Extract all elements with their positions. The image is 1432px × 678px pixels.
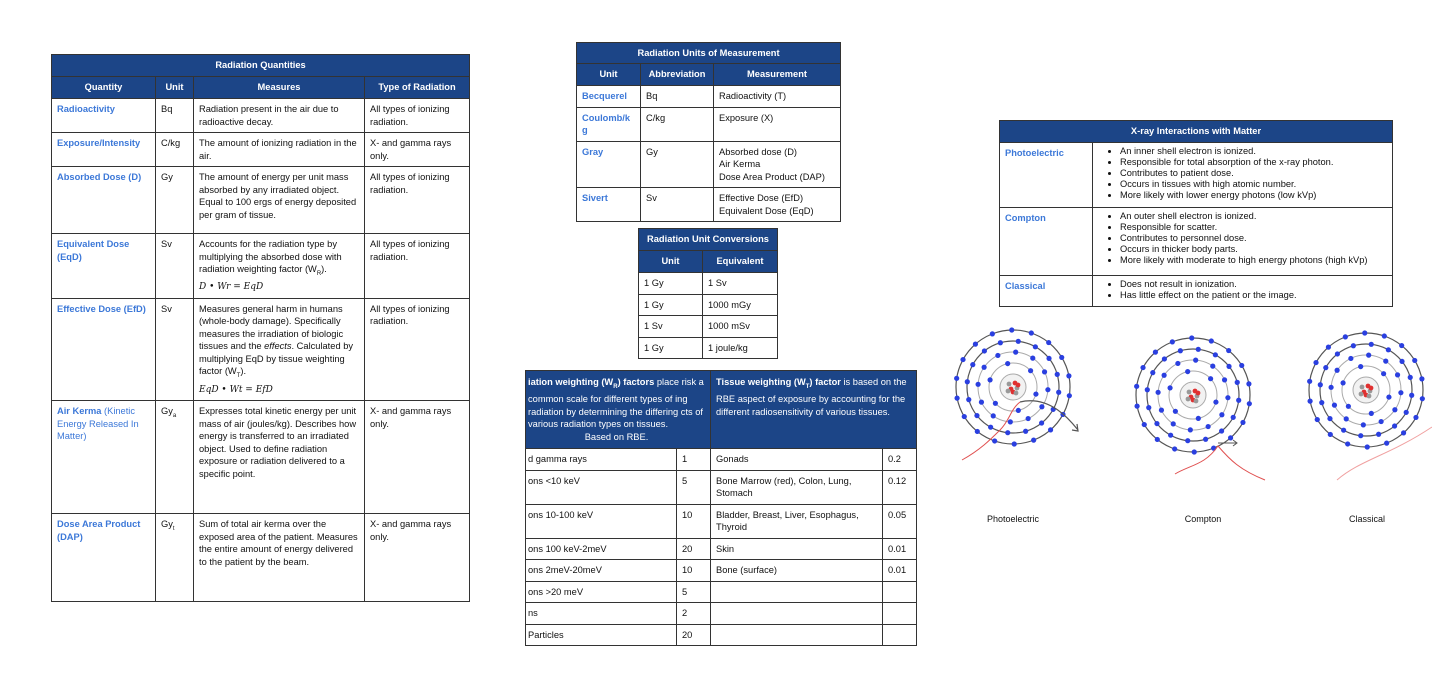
bullet-item: • More likely with lower energy photons (low kVp) (1120, 190, 1387, 201)
electron (1392, 407, 1397, 412)
wt-value-cell: 0.01 (883, 538, 917, 560)
col-header: Measures (194, 77, 365, 99)
formula: D • Wr = EqD (199, 282, 264, 293)
measures-cell: Measures general harm in humans (whole-body damage). Specifically measures the irradiation of biologic tissues and the effects. Calculated by multiplying EqD by tissue weighting factor $(W_T)$. EqD • Wt = EfD (194, 298, 365, 400)
radiation-type-cell: ons <10 keV (526, 470, 677, 504)
col-header: Equivalent (703, 251, 778, 273)
electron (1351, 343, 1356, 348)
compton-label: Compton (1184, 514, 1222, 524)
electron (1170, 339, 1175, 344)
radiation-type-cell: X- and gamma rays only. (365, 133, 470, 167)
electron (1323, 365, 1328, 370)
electron (1039, 404, 1044, 409)
electron (1048, 427, 1053, 432)
electron (1013, 350, 1018, 355)
unit-name: Becquerel (577, 86, 641, 108)
tissue-cell: Bone Marrow (red), Colon, Lung, Stomach (711, 470, 883, 504)
electron (979, 400, 984, 405)
electron (1379, 419, 1384, 424)
electron (1026, 416, 1031, 421)
wt-value-cell: 0.01 (883, 560, 917, 582)
interaction-name: Compton (1000, 208, 1093, 276)
tissue-cell: Bladder, Breast, Liver, Esophagus, Thyroid (711, 504, 883, 538)
electron (1210, 364, 1215, 369)
electron (1335, 351, 1340, 356)
electron (1240, 420, 1245, 425)
electron (1318, 382, 1323, 387)
electron (1156, 390, 1161, 395)
electron (1226, 348, 1231, 353)
electron (988, 425, 993, 430)
wr-value-cell: 1 (677, 449, 711, 471)
nucleon (1369, 386, 1374, 391)
electron (1213, 352, 1218, 357)
electron (1192, 449, 1197, 454)
atom-diagram (1307, 330, 1425, 449)
radiation-type-cell: All types of ionizing radiation. (365, 99, 470, 133)
electron (1030, 356, 1035, 361)
electron (1335, 368, 1340, 373)
nucleon (1187, 390, 1192, 395)
unit-cell: Sv (156, 234, 194, 299)
electron (1392, 423, 1397, 428)
tissue-cell: Skin (711, 538, 883, 560)
photoelectric-label: Photoelectric (986, 514, 1040, 524)
electron (965, 379, 970, 384)
electron (1016, 408, 1021, 413)
nucleon (1359, 392, 1364, 397)
radiation-type-cell: X- and gamma rays only. (365, 401, 470, 514)
electron (1399, 343, 1404, 348)
electron (1031, 438, 1036, 443)
electron (998, 340, 1003, 345)
electron (1369, 411, 1374, 416)
electron (1142, 422, 1147, 427)
electron (974, 413, 979, 418)
electron (970, 362, 975, 367)
wr-value-cell: 10 (677, 504, 711, 538)
electron (1150, 370, 1155, 375)
measurement-cell: Exposure (X) (714, 107, 841, 141)
electron (1236, 398, 1241, 403)
electron (1029, 330, 1034, 335)
electron (960, 357, 965, 362)
nucleon (1194, 399, 1199, 404)
electron (1398, 390, 1403, 395)
electron (1341, 428, 1346, 433)
radiation-type-cell: ons 2meV-20meV (526, 560, 677, 582)
unit-cell: 1 Gy (639, 294, 703, 316)
wr-value-cell: 5 (677, 581, 711, 603)
measurement-cell: Effective Dose (EfD) Equivalent Dose (EqD) (714, 188, 841, 222)
table-title: Radiation Quantities (52, 55, 470, 77)
electron (1420, 396, 1425, 401)
electron (1140, 365, 1145, 370)
electron (1208, 376, 1213, 381)
electron (1358, 364, 1363, 369)
electron (1023, 429, 1028, 434)
electron (1008, 419, 1013, 424)
unit-cell: Gy (156, 167, 194, 234)
radiation-type-cell: ns (526, 603, 677, 625)
electron (990, 331, 995, 336)
electron (1225, 395, 1230, 400)
bullet-item: • An inner shell electron is ionized. (1120, 146, 1387, 157)
bullet-item: • More likely with moderate to high energy photons (high kVp) (1120, 255, 1387, 266)
electron (1167, 385, 1172, 390)
classical-label: Classical (1348, 514, 1385, 524)
nucleon (1367, 394, 1372, 399)
quantity-name: Exposure/Intensity (52, 133, 156, 167)
electron (1319, 400, 1324, 405)
electron (1005, 430, 1010, 435)
photon-path (1337, 427, 1432, 480)
electron (1404, 410, 1409, 415)
electron (1039, 420, 1044, 425)
bullet-item: • Contributes to personnel dose. (1120, 233, 1387, 244)
electron (1329, 385, 1334, 390)
electron (1307, 379, 1312, 384)
radiation-type-cell: X- and gamma rays only. (365, 514, 470, 602)
unit-cell: Bq (156, 99, 194, 133)
electron (954, 376, 959, 381)
abbreviation-cell: Bq (641, 86, 714, 108)
electron (1045, 387, 1050, 392)
wr-value-cell: 20 (677, 538, 711, 560)
measurement-cell: Absorbed dose (D) Air Kerma Dose Area Product (DAP) (714, 141, 841, 188)
electron (1168, 433, 1173, 438)
quantity-name: Equivalent Dose (EqD) (52, 234, 156, 299)
measures-cell: Expresses total kinetic energy per unit mass of air (joules/kg). Describes how energy is transferred to an irradiated object. Used to define radiation exposure or radiation delivered to a specific point. (194, 401, 365, 514)
measures-cell: The amount of ionizing radiation in the air. (194, 133, 365, 167)
electron (991, 413, 996, 418)
nucleon (1007, 382, 1012, 387)
electron (1228, 435, 1233, 440)
table-title: X-ray Interactions with Matter (1000, 121, 1393, 143)
radiation-type-cell: ons >20 meV (526, 581, 677, 603)
electron (1412, 358, 1417, 363)
electron (1399, 359, 1404, 364)
abbreviation-cell: C/kg (641, 107, 714, 141)
nucleon (1360, 385, 1365, 390)
unit-name: Coulomb/kg (577, 107, 641, 141)
electron (962, 414, 967, 419)
electron (975, 429, 980, 434)
electron (1146, 405, 1151, 410)
quantity-name: Absorbed Dose (D) (52, 167, 156, 234)
electron (1033, 344, 1038, 349)
electron (1153, 350, 1158, 355)
interaction-name: Photoelectric (1000, 143, 1093, 208)
table-title: Radiation Units of Measurement (577, 43, 841, 64)
unit-cell: 1 Gy (639, 337, 703, 359)
electron (1344, 416, 1349, 421)
electron (1042, 369, 1047, 374)
measures-cell: Radiation present in the air due to radioactive decay. (194, 99, 365, 133)
electron (1362, 330, 1367, 335)
unit-name: Gray (577, 141, 641, 188)
wt-value-cell: 0.05 (883, 504, 917, 538)
electron (1381, 371, 1386, 376)
photon-path (1175, 446, 1265, 480)
electron (1361, 422, 1366, 427)
unit-cell: Sv (156, 298, 194, 400)
electron (1159, 408, 1164, 413)
bullet-item: • Does not result in ionization. (1120, 279, 1387, 290)
nucleon (1014, 391, 1019, 396)
abbreviation-cell: Gy (641, 141, 714, 188)
electron (1386, 347, 1391, 352)
electron (1247, 401, 1252, 406)
electron (1326, 345, 1331, 350)
electron-shell (1180, 382, 1206, 408)
electron (1239, 363, 1244, 368)
nucleon (1186, 397, 1191, 402)
electron (1203, 437, 1208, 442)
measures-cell: Sum of total air kerma over the exposed area of the patient. Measures the entire amount of energy delivered to the patient by the beam. (194, 514, 365, 602)
equivalent-cell: 1000 mGy (703, 294, 778, 316)
electron (1376, 432, 1381, 437)
radiation-type-cell: d gamma rays (526, 449, 677, 471)
electron (976, 382, 981, 387)
unit-cell: $Gy_t$ (156, 514, 194, 602)
radiation-weighting-header: iation weighting $(W_R)$ factors place risk a common scale for different types of ing radiation by determining the differing cts of various radiation types on tissues. Based on RBE. (526, 371, 711, 449)
tissue-cell: Gonads (711, 449, 883, 471)
electron (1196, 416, 1201, 421)
atom-diagram (954, 327, 1072, 446)
electron (1162, 373, 1167, 378)
electron (1383, 359, 1388, 364)
electron (1384, 441, 1389, 446)
tissue-cell: Bone (surface) (711, 560, 883, 582)
radiation-type-cell: ons 100 keV-2meV (526, 538, 677, 560)
electron (1365, 444, 1370, 449)
wr-value-cell: 20 (677, 624, 711, 646)
electron (1419, 376, 1424, 381)
quantity-name: Dose Area Product (DAP) (52, 514, 156, 602)
electron (1209, 338, 1214, 343)
unit-cell: C/kg (156, 133, 194, 167)
equivalent-cell: 1 joule/kg (703, 337, 778, 359)
electron (1028, 368, 1033, 373)
electron (1145, 387, 1150, 392)
unit-name: Sivert (577, 188, 641, 222)
wt-value-cell: 0.2 (883, 449, 917, 471)
electron (1189, 335, 1194, 340)
wr-value-cell: 10 (677, 560, 711, 582)
radiation-type-cell: All types of ionizing radiation. (365, 167, 470, 234)
col-header: Abbreviation (641, 64, 714, 86)
electron (1046, 340, 1051, 345)
atom-diagram (1134, 335, 1252, 454)
electron (1171, 421, 1176, 426)
bullet-item: • An outer shell electron is ionized. (1120, 211, 1387, 222)
equivalent-cell: 1 Sv (703, 273, 778, 295)
electron (1401, 430, 1406, 435)
electron (987, 377, 992, 382)
electron (1345, 441, 1350, 446)
unit-cell: 1 Sv (639, 316, 703, 338)
electron (1413, 415, 1418, 420)
tissue-weighting-header: Tissue weighting $(W_T)$ factor is based on the RBE aspect of exposure by accounting for the different radiosensitivity of various tissues. (711, 371, 917, 449)
col-header: Unit (156, 77, 194, 99)
electron (1386, 394, 1391, 399)
electron (1213, 399, 1218, 404)
electron (1358, 433, 1363, 438)
electron (1369, 342, 1374, 347)
electron (1226, 364, 1231, 369)
bullet-item: • Responsible for total absorption of the x-ray photon. (1120, 157, 1387, 168)
electron (1235, 380, 1240, 385)
electron (982, 348, 987, 353)
electron (1134, 384, 1139, 389)
electron (995, 353, 1000, 358)
electron (1016, 339, 1021, 344)
electron (982, 365, 987, 370)
electron (1185, 369, 1190, 374)
electron (1162, 356, 1167, 361)
electron (1059, 355, 1064, 360)
electron (1348, 356, 1353, 361)
electron (1327, 416, 1332, 421)
col-header: Quantity (52, 77, 156, 99)
electron (954, 396, 959, 401)
electron (1056, 390, 1061, 395)
wr-value-cell: 5 (677, 470, 711, 504)
col-header: Type of Radiation (365, 77, 470, 99)
bullet-item: • Contributes to patient dose. (1120, 168, 1387, 179)
electron (1395, 372, 1400, 377)
electron (1009, 327, 1014, 332)
wt-value-cell: 0.12 (883, 470, 917, 504)
measures-cell: Accounts for the radiation type by multiplying the absorbed dose with radiation weighting factor $(W_R)$. D • Wr = EqD (194, 234, 365, 299)
electron (992, 438, 997, 443)
electron (1206, 424, 1211, 429)
nucleon (1016, 383, 1021, 388)
unit-cell: $Gy_a$ (156, 401, 194, 514)
col-header: Unit (639, 251, 703, 273)
radiation-type-cell: All types of ionizing radiation. (365, 298, 470, 400)
abbreviation-cell: Sv (641, 188, 714, 222)
electron (1382, 333, 1387, 338)
wr-value-cell: 2 (677, 603, 711, 625)
electron (1012, 441, 1017, 446)
electron (1219, 412, 1224, 417)
electron (1408, 375, 1413, 380)
bullet-item: • Occurs in thicker body parts. (1120, 244, 1387, 255)
electron (966, 397, 971, 402)
interaction-name: Classical (1000, 276, 1093, 307)
electron (1005, 361, 1010, 366)
quantity-name: Effective Dose (EfD) (52, 298, 156, 400)
electron (1196, 347, 1201, 352)
quantity-name: Air Kerma (Kinetic Energy Released In Matter) (52, 401, 156, 514)
electron (1134, 404, 1139, 409)
radiation-type-cell: All types of ionizing radiation. (365, 234, 470, 299)
electron (1155, 437, 1160, 442)
bullet-item: • Responsible for scatter. (1120, 222, 1387, 233)
electron (1185, 438, 1190, 443)
electron (1154, 421, 1159, 426)
equivalent-cell: 1000 mSv (703, 316, 778, 338)
electron (1033, 391, 1038, 396)
quantity-name: Radioactivity (52, 99, 156, 133)
measures-cell: The amount of energy per unit mass absorbed by any irradiated object. Equal to 100 ergs of energy deposited per gram of tissue. (194, 167, 365, 234)
bullet-item: • Occurs in tissues with high atomic number. (1120, 179, 1387, 190)
electron (1219, 428, 1224, 433)
electron-shell (1353, 377, 1379, 403)
electron (1193, 358, 1198, 363)
electron (1222, 377, 1227, 382)
unit-cell: 1 Gy (639, 273, 703, 295)
electron (1366, 353, 1371, 358)
electron (1178, 348, 1183, 353)
table-title: Radiation Unit Conversions (639, 229, 778, 251)
nucleon (1196, 391, 1201, 396)
electron (1307, 399, 1312, 404)
electron (973, 342, 978, 347)
col-header: Unit (577, 64, 641, 86)
electron (1231, 415, 1236, 420)
col-header: Measurement (714, 64, 841, 86)
electron (1409, 393, 1414, 398)
measurement-cell: Radioactivity (T) (714, 86, 841, 108)
electron (1346, 404, 1351, 409)
electron (1313, 360, 1318, 365)
electron-shell (1000, 374, 1026, 400)
radiation-type-cell: Particles (526, 624, 677, 646)
nucleon (1006, 389, 1011, 394)
electron (993, 401, 998, 406)
electron (1188, 427, 1193, 432)
electron (1066, 373, 1071, 378)
electron (1175, 361, 1180, 366)
electron (1055, 372, 1060, 377)
electron (1328, 432, 1333, 437)
electron (1315, 417, 1320, 422)
electron (1246, 381, 1251, 386)
electron (1067, 393, 1072, 398)
radiation-type-cell: ons 10-100 keV (526, 504, 677, 538)
electron (1172, 446, 1177, 451)
electron (1173, 409, 1178, 414)
formula: EqD • Wt = EfD (199, 384, 273, 395)
electron (1332, 403, 1337, 408)
electron (1343, 334, 1348, 339)
bullet-item: • Has little effect on the patient or the image. (1120, 290, 1387, 301)
electron (1340, 380, 1345, 385)
electron (1046, 356, 1051, 361)
